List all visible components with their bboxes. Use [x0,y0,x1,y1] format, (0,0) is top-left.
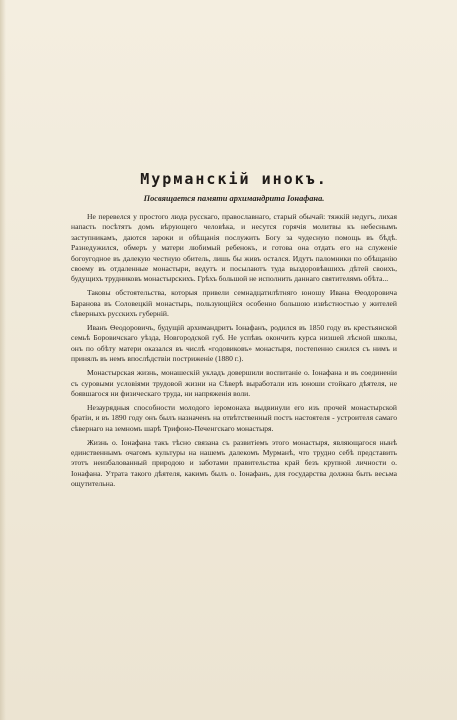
article-title: Мурманскій инокъ. [140,170,328,188]
paragraph-6: Жизнь о. Іонафана такъ тѣсно связана съ развитіемъ этого монастыря, являющагося нынѣ единственнымъ очагомъ культуры на нашемъ далекомъ Мурманѣ, что трудно себѣ представить этотъ неизбалованный природою и заботами правительства край безъ крупной личности о. Іонафана. Утрата такого дѣятеля, какимъ былъ о. Іонафанъ, для государства должна быть весьма ощутительна. [71,437,397,489]
article-dedication: Посвящается памяти архимандрита Іонафана. [143,194,325,203]
paragraph-2: Таковы обстоятельства, которыя привели семнадцатилѣтняго юношу Ивана Ѳеодоровича Баранова въ Соловецкій монастырь, пользующійся особенно большою извѣстностью у жителей сѣверныхъ русскихъ губерній. [71,288,397,319]
paragraph-4: Монастырская жизнь, монашескій укладъ довершили воспитаніе о. Іонафана и въ соединеніи съ суровыми условіями трудовой жизни на Сѣверѣ выработали изъ юноши стойкаго дѣятеля, не боявшагося ни физическаго труда, ни напряженія воли. [71,368,397,398]
paragraph-1: Не перевелся у простого люда русскаго, православнаго, старый обычай: тяжкій недугъ, лихая напасть посѣтятъ домъ вѣрующего человѣка, и несутся горячія молитвы къ небеснымъ заступникамъ, даются зароки и обѣщанія послужить Богу за чудесную помощь въ бѣдѣ. Разнедужился, обмеръ у матери любимый ребенокъ, и готова она отдать его на служеніе богоугодное въ далекую честную обитель, лишь бы живъ остался. Идутъ паломники по обѣщанію своему въ отдаленные монастыри, ведутъ и посылаютъ туда выздоровѣвшихъ дѣтей своихъ, будущихъ трудниковъ монастырскихъ. Грѣхъ большой не исполнить даннаго святителямъ обѣта... [71,212,397,284]
page-edge-shadow [0,0,6,720]
article [71,170,397,493]
paragraph-5: Незаурядныя способности молодого іеромонаха выдвинули его изъ прочей монастырской братіи, и въ 1890 году онъ былъ назначенъ на отвѣтственный постъ настоятеля - устроителя самаго сѣвернаго на земномъ шарѣ Трифоно-Печенгскаго монастыря. [71,402,397,433]
paragraph-3: Иванъ Ѳеодоровичъ, будущій архимандритъ Іонафанъ, родился въ 1850 году въ крестьянской семьѣ Боровичскаго уѣзда, Новгородской губ. Не успѣвъ окончить курса низшей лѣсной школы, онъ по обѣту матери оказался въ числѣ «годовиковъ» монастыря, постепенно сжился съ нимъ и принялъ въ немъ впослѣдствіи постриженіе (1880 г.). [71,323,397,364]
